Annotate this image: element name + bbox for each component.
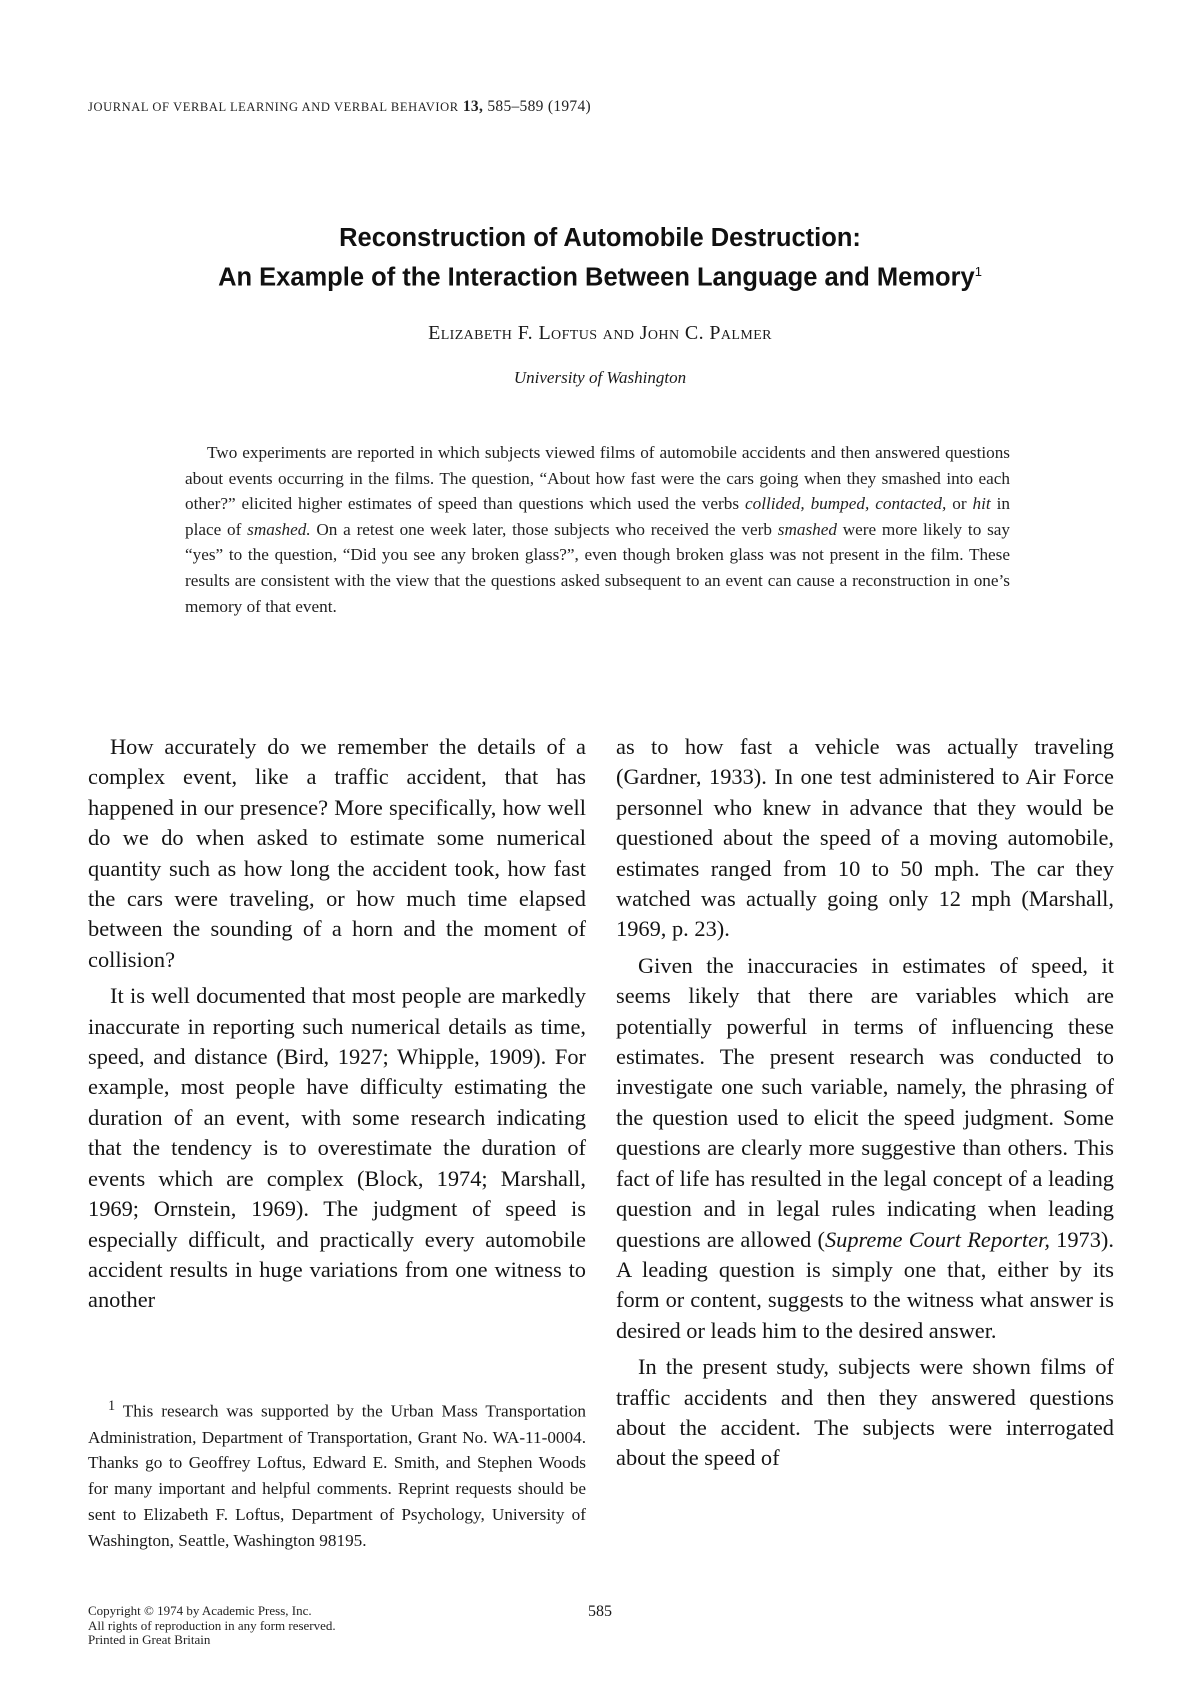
abstract bbox=[185, 440, 1010, 619]
abstract-part-1: Two experiments are reported in which subjects viewed films of automobile accidents and then answered questions about events occurring in the films. The question, “About how fast were the cars going when they smashed into each other?” elicited higher estimates of speed than questions which used the verbs bbox=[185, 443, 1010, 514]
abstract-verb-smashed-1: smashed. bbox=[247, 519, 311, 539]
body-text: 1973). A leading question is simply one that, either by its form or content, suggests to the witness what answer is desired or leads him to the desired answer. bbox=[616, 1226, 1114, 1343]
abstract-verbs: collided, bumped, contacted, bbox=[744, 494, 947, 514]
body-paragraph: How accurately do we remember the details of a complex event, like a traffic accident, that has happened in our presence? More specifically, how well do we do when asked to estimate some numerical quantity such as how long the accident took, how fast the cars were traveling, or how much time elapsed between the sounding of a horn and the moment of collision? bbox=[88, 734, 586, 972]
body-paragraph bbox=[616, 951, 1114, 1346]
journal-pages-year: 585–589 (1974) bbox=[487, 98, 591, 115]
page-number: 585 bbox=[588, 1603, 612, 1620]
title-line-1: Reconstruction of Automobile Destruction: bbox=[339, 224, 861, 252]
abstract-part-4: On a retest one week later, those subjects who received the verb bbox=[310, 519, 778, 539]
title-line-2-text: An Example of the Interaction Between Language and Memory bbox=[218, 263, 975, 292]
body-paragraph: It is well documented that most people are markedly inaccurate in reporting such numerical details as time, speed, and distance (Bird, 1927; Whipple, 1909). For example, most people have difficulty estimating the duration of an event, with some research indicating that the tendency is to overestimate the duration of events which are complex (Block, 1974; Marshall, 1969; Ornstein, 1969). The judgment of speed is especially difficult, and practically every automobile accident results in huge variations from one witness to another bbox=[88, 983, 586, 1313]
citation-supreme-court-reporter: Supreme Court Reporter, bbox=[824, 1226, 1050, 1252]
journal-header bbox=[88, 98, 591, 116]
body-paragraph: as to how fast a vehicle was actually traveling (Gardner, 1933). In one test administered to Air Force personnel who knew in advance that they would be questioned about the speed of a moving automobile, estimates ranged from 10 to 50 mph. The car they watched was actually going only 12 mph (Marshall, 1969, p. 23). bbox=[616, 734, 1114, 942]
journal-name: JOURNAL OF VERBAL LEARNING AND VERBAL BEHAVIOR bbox=[88, 100, 459, 114]
copyright-line-3: Printed in Great Britain bbox=[88, 1632, 211, 1647]
authors: Elizabeth F. Loftus and John C. Palmer bbox=[428, 322, 772, 344]
paper-title bbox=[0, 222, 1200, 295]
journal-volume: 13, bbox=[462, 98, 484, 115]
abstract-verb-smashed-2: smashed bbox=[777, 519, 837, 539]
footnote-paragraph bbox=[88, 1394, 586, 1554]
footnote-text: This research was supported by the Urban Mass Transportation Administration, Department of Transportation, Grant No. WA-11-0004. Thanks go to Geoffrey Loftus, Edward E. Smith, and Stephen Woods for many important and helpful comments. Reprint requests should be sent to Elizabeth F. Loftus, Department of Psychology, University of Washington, Seattle, Washington 98195. bbox=[88, 1401, 586, 1550]
copyright-line-2: All rights of reproduction in any form reserved. bbox=[88, 1617, 336, 1633]
abstract-part-5: were more likely to say “yes” to the question, “Did you see any broken glass?”, even though broken glass was not present in the film. These results are consistent with the view that the questions asked subsequent to an event can cause a reconstruction in one’s memory of that event. bbox=[185, 519, 1010, 616]
footnote bbox=[88, 1394, 586, 1554]
body-left-column bbox=[88, 732, 586, 1322]
abstract-paragraph bbox=[185, 440, 1010, 619]
footnote-marker: 1 bbox=[108, 1398, 116, 1414]
title-line-2 bbox=[0, 255, 1200, 295]
abstract-verb-hit: hit bbox=[972, 494, 991, 514]
copyright-line-1: Copyright © 1974 by Academic Press, Inc. bbox=[88, 1603, 312, 1618]
title-footnote-marker: 1 bbox=[974, 264, 982, 279]
abstract-part-2: or bbox=[946, 494, 973, 514]
body-text: Given the inaccuracies in estimates of speed, it seems likely that there are variables which are potentially powerful in terms of influencing these estimates. The present research was conducted to investigate one such variable, namely, the phrasing of the question used to elicit the speed judgment. Some questions are clearly more suggestive than others. This fact of life has resulted in the legal concept of a leading question and in legal rules indicating when leading questions are allowed ( bbox=[616, 952, 1114, 1252]
body-paragraph: In the present study, subjects were shown films of traffic accidents and then they answered questions about the accident. The subjects were interrogated about the speed of bbox=[616, 1354, 1114, 1471]
affiliation: University of Washington bbox=[513, 368, 687, 387]
body-right-column bbox=[616, 732, 1114, 1480]
abstract-part-3: in place of bbox=[185, 494, 1010, 539]
